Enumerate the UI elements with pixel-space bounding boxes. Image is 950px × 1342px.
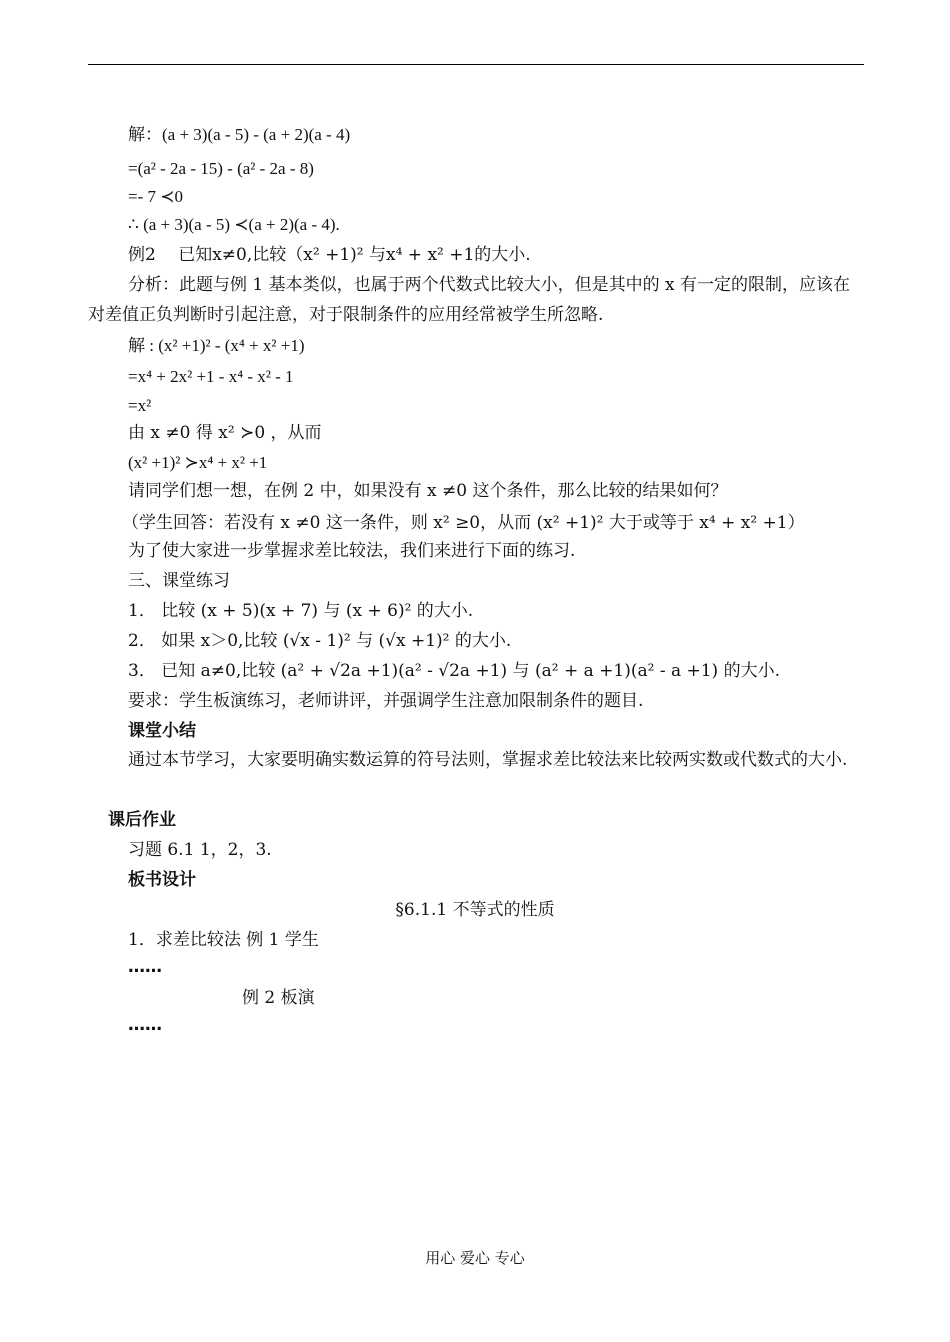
board-ellipsis-2: …… <box>128 1015 162 1035</box>
student-answer-line: （学生回答：若没有 x ≠0 这一条件，则 x² ≥0，从而 (x² +1)² 大于或等于 x⁴ + x² +1） <box>122 513 805 533</box>
requirement-line: 要求：学生板演练习，老师讲评，并强调学生注意加限制条件的题目. <box>128 691 644 711</box>
board-line-2: 例 2 板演 <box>242 988 315 1008</box>
solution2-line-5: (x² +1)² ≻x⁴ + x² +1 <box>128 453 268 472</box>
solution-line-2: =(a² - 2a - 15) - (a² - 2a - 8) <box>128 159 314 178</box>
solution-line-3: =- 7 ≺0 <box>128 187 183 206</box>
heading-homework: 课后作业 <box>108 810 176 830</box>
solution2-line-3: =x² <box>128 396 152 415</box>
example-2-statement: 例2 已知x≠0,比较（x² +1)² 与x⁴ + x² +1的大小. <box>128 245 531 265</box>
summary-paragraph: 通过本节学习，大家要明确实数运算的符号法则，掌握求差比较法来比较两实数或代数式的大小. <box>128 750 848 770</box>
exercise-3: 3． 已知 a≠0,比较 (a² + √2a +1)(a² - √2a +1) 与 (a² + a +1)(a² - a +1) 的大小. <box>128 661 781 681</box>
solution-line-1: 解：(a + 3)(a - 5) - (a + 2)(a - 4) <box>128 125 351 144</box>
exercise-2: 2． 如果 x＞0,比较 (√x - 1)² 与 (√x +1)² 的大小. <box>128 631 512 651</box>
solution-line-4: ∴ (a + 3)(a - 5) ≺(a + 2)(a - 4). <box>128 215 340 234</box>
homework-line: 习题 6.1 1，2，3. <box>128 840 272 860</box>
solution2-line-1: 解 : (x² +1)² - (x⁴ + x² +1) <box>128 336 305 355</box>
analysis-paragraph: 分析：此题与例 1 基本类似，也属于两个代数式比较大小，但是其中的 x 有一定的限制，应该在对差值正负判断时引起注意，对于限制条件的应用经常被学生所忽略. <box>88 275 851 325</box>
page-footer: 用心 爱心 专心 <box>425 1249 525 1267</box>
exercise-1: 1． 比较 (x + 5)(x + 7) 与 (x + 6)² 的大小. <box>128 601 474 621</box>
board-title: §6.1.1 不等式的性质 <box>395 900 555 920</box>
header-rule <box>88 64 864 65</box>
section-3-heading: 三、课堂练习 <box>128 571 230 591</box>
heading-board-design: 板书设计 <box>128 870 196 890</box>
question-line: 请同学们想一想，在例 2 中，如果没有 x ≠0 这个条件，那么比较的结果如何？ <box>128 481 728 501</box>
transition-line: 为了使大家进一步掌握求差比较法，我们来进行下面的练习. <box>128 541 576 561</box>
solution2-line-2: =x⁴ + 2x² +1 - x⁴ - x² - 1 <box>128 367 294 386</box>
board-line-1: 1．求差比较法 例 1 学生 <box>128 930 319 950</box>
heading-class-summary: 课堂小结 <box>128 721 196 741</box>
board-ellipsis-1: …… <box>128 957 162 977</box>
solution2-line-4: 由 x ≠0 得 x² ≻0 ，从而 <box>128 423 322 443</box>
